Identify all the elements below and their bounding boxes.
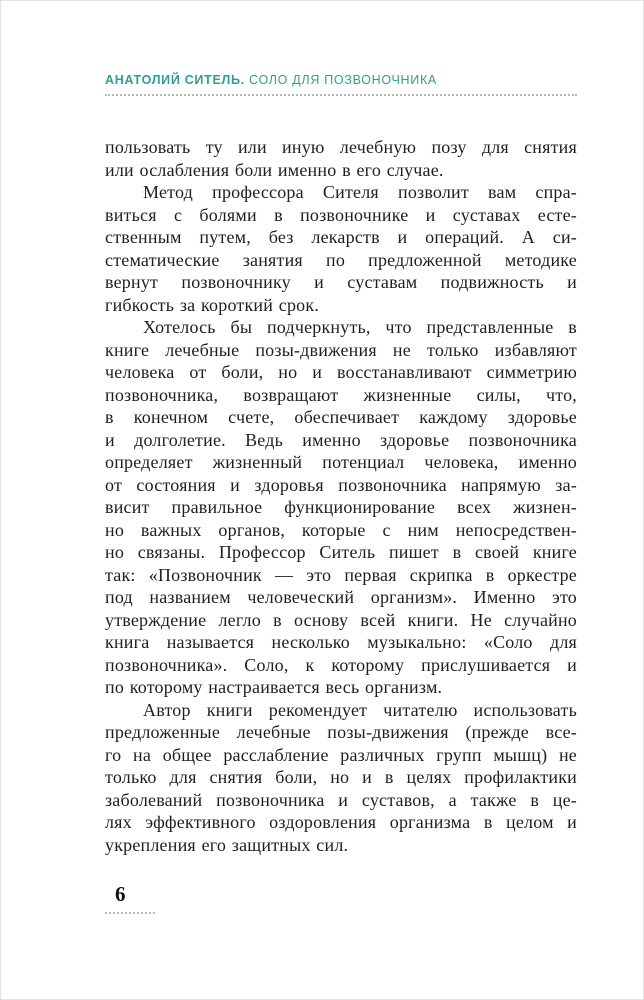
text-line: книге лечебные позы-движения не только избавляют: [105, 339, 577, 360]
header-dotted-rule: [105, 94, 577, 96]
text-line: стематические занятия по предложенной методике: [105, 249, 577, 270]
text-line: книга называется несколько музыкально: «Соло для: [105, 632, 577, 652]
text-line: Автор книги рекомендует читателю использовать: [143, 699, 577, 720]
text-line: так: «Позвоночник — это первая скрипка в оркестре: [105, 564, 577, 585]
text-line: в конечном счете, обеспечивает каждому здоровье: [105, 407, 577, 427]
text-line: виться с болями в позвоночнике и суставах есте-: [105, 204, 577, 225]
text-line: укрепления его защитных сил.: [105, 834, 349, 855]
page-header: [105, 73, 577, 96]
header-title: СОЛО ДЛЯ ПОЗВОНОЧНИКА: [249, 73, 437, 87]
text-line: гибкость за короткий срок.: [105, 294, 320, 315]
text-line: предложенные лечебные позы-движения (прежде все-: [105, 722, 577, 742]
text-line: вернут позвоночнику и суставам подвижность и: [105, 272, 577, 292]
text-line: или ослабления боли именно в его случае.: [105, 159, 444, 180]
text-line: лях эффективного оздоровления организма в целом и: [105, 812, 577, 832]
text-line: позвоночника». Соло, к которому прислушивается и: [105, 654, 577, 675]
text-line: висит правильное функционирование всех жизнен-: [105, 497, 577, 517]
text-line: человека от боли, но и восстанавливают симметрию: [105, 362, 577, 382]
text-line: Хотелось бы подчеркнуть, что представленные в: [143, 317, 577, 337]
text-line: утверждение легло в основу всей книги. Не случайно: [105, 609, 577, 630]
text-line: только для снятия боли, но и в целях профилактики: [105, 767, 577, 787]
text-line: Метод профессора Сителя позволит вам спра-: [143, 182, 577, 202]
text-line: позвоночника, возвращают жизненные силы, что,: [105, 384, 577, 405]
text-line: от состояния и здоровья позвоночника напрямую за-: [105, 474, 577, 495]
text-line: но связаны. Профессор Ситель пишет в своей книге: [105, 542, 577, 562]
running-head: [105, 73, 577, 87]
text-line: ственным путем, без лекарств и операций. А си-: [105, 227, 577, 247]
text-line: определяет жизненный потенциал человека, именно: [105, 452, 577, 472]
text-line: под названием человеческий организм». Именно это: [105, 587, 577, 607]
page-number-dotted-rule: [105, 912, 155, 914]
page-number: 6: [115, 882, 126, 906]
text-line: заболеваний позвоночника и суставов, а также в це-: [105, 789, 577, 810]
body-text: [105, 136, 577, 856]
text-line: пользовать ту или иную лечебную позу для снятия: [105, 137, 577, 157]
header-author: АНАТОЛИЙ СИТЕЛЬ.: [105, 73, 245, 87]
text-line: го на общее расслабление различных групп мышц) не: [105, 744, 577, 765]
page-footer: [105, 882, 577, 914]
text-line: и долголетие. Ведь именно здоровье позвоночника: [105, 429, 577, 450]
text-line: но важных органов, которые с ним непосредствен-: [105, 519, 577, 540]
text-line: по которому настраивается весь организм.: [105, 677, 443, 697]
